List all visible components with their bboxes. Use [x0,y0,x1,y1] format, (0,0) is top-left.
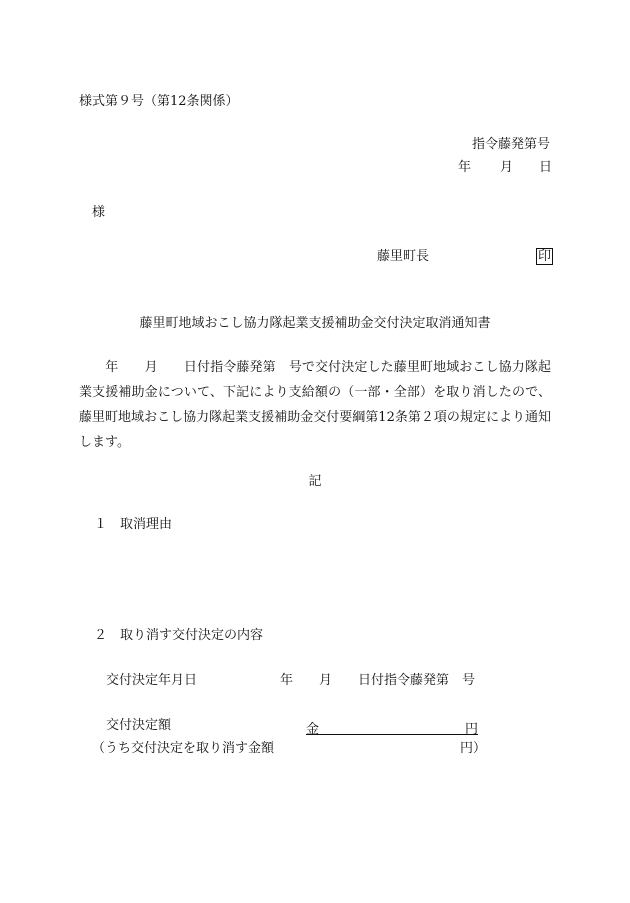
sender-title: 藤里町長 [377,249,430,264]
form-number: 様式第９号（第12条関係） [79,94,239,109]
amount-suffix: 円 [464,722,478,737]
item1-label: 取消理由 [120,517,173,532]
ki-heading: 記 [308,474,322,489]
date-year: 年 [458,160,472,175]
recipient-suffix: 様 [92,205,106,220]
body-paragraph: 年 月 日付指令藤発第 号で交付決定した藤里町地域おこし協力隊起業支援補助金について、下記により支給額の（一部・全部）を取り消したので、藤里町地域おこし協力隊起業支援補助金交付要綱第12条第２項の規定により通知します。 [79,360,551,450]
item2-number: ２ [94,628,108,643]
decision-date-value: 年 月 日付指令藤発第 号 [280,673,476,688]
cancel-amount-suffix: 円） [459,741,486,756]
seal-mark [536,249,553,265]
document-number: 指令藤発第号 [471,137,550,152]
date-month: 月 [500,160,514,175]
decision-date-label: 交付決定年月日 [106,673,198,688]
amount-label: 交付決定額 [106,718,172,733]
amount-prefix: 金 [306,722,320,737]
date-day: 日 [539,160,553,175]
document-title: 藤里町地域おこし協力隊起業支援補助金交付決定取消通知書 [139,316,491,331]
cancel-amount-label: （うち交付決定を取り消す金額 [92,741,275,756]
item2-label: 取り消す交付決定の内容 [120,628,264,643]
amount-field [306,718,478,735]
item1-number: １ [94,517,108,532]
seal-label: 印 [538,249,552,264]
